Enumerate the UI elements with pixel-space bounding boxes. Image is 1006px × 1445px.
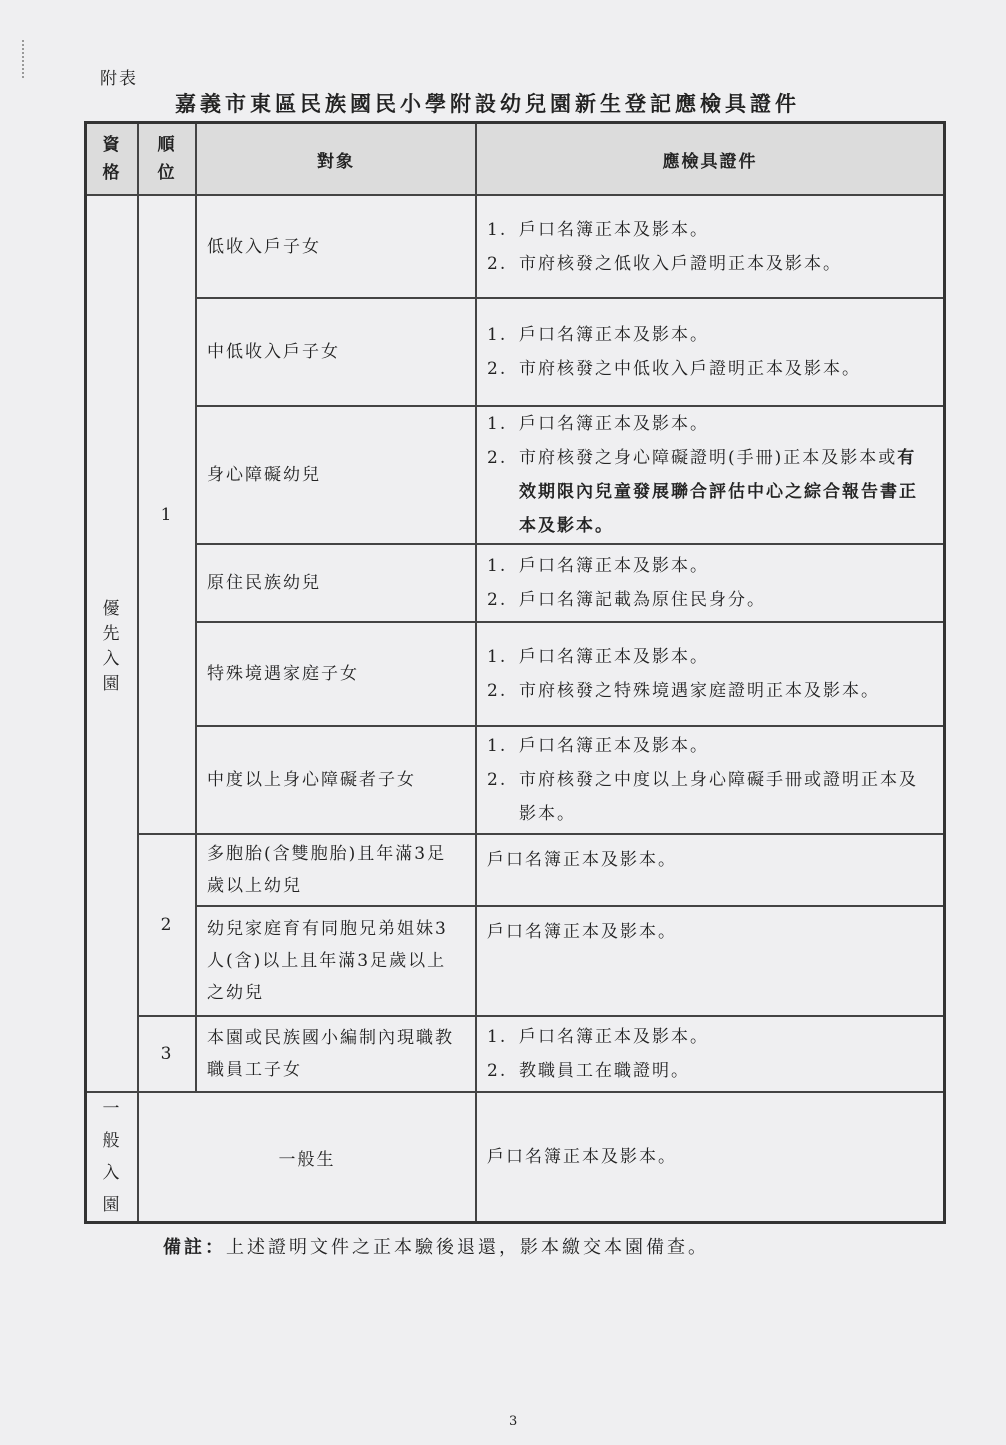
page-number: 3 [509, 1414, 518, 1429]
docs-staff-children: 1. 戶口名簿正本及影本。 2. 教職員工在職證明。 [476, 1016, 945, 1092]
header-qualification: 資格 [86, 123, 139, 196]
order-3: 3 [138, 1016, 196, 1092]
target-multiple-birth: 多胞胎(含雙胞胎)且年滿3足歲以上幼兒 [196, 834, 476, 906]
header-order: 順位 [138, 123, 196, 196]
priority-label: 優先入園 [86, 195, 139, 1092]
table-row [86, 406, 945, 544]
docs-special-hardship: 1. 戶口名簿正本及影本。 2. 市府核發之特殊境遇家庭證明正本及影本。 [476, 622, 945, 726]
target-low-income: 低收入戶子女 [196, 195, 476, 298]
table-row [86, 544, 945, 622]
table-row [86, 906, 945, 1016]
general-label: 一般入園 [86, 1092, 139, 1223]
order-2: 2 [138, 834, 196, 1016]
remark-text: 上述證明文件之正本驗後退還，影本繳交本園備查。 [226, 1237, 709, 1258]
target-staff-children: 本園或民族國小編制內現職教職員工子女 [196, 1016, 476, 1092]
target-mid-low-income: 中低收入戶子女 [196, 298, 476, 406]
header-documents: 應檢具證件 [476, 123, 945, 196]
target-disabled-child: 身心障礙幼兒 [196, 406, 476, 544]
docs-disabled-parent: 1. 戶口名簿正本及影本。 2. 市府核發之中度以上身心障礙手冊或證明正本及影本。 [476, 726, 945, 834]
table-row [86, 298, 945, 406]
target-special-hardship: 特殊境遇家庭子女 [196, 622, 476, 726]
docs-disabled-child: 1. 戶口名簿正本及影本。 2. 市府核發之身心障礙證明(手冊)正本及影本或有效期限內兒童發展聯合評估中心之綜合報告書正本及影本。 [476, 406, 945, 544]
annex-label: 附表 [100, 69, 138, 89]
docs-mid-low-income: 1. 戶口名簿正本及影本。 2. 市府核發之中低收入戶證明正本及影本。 [476, 298, 945, 406]
table-row [86, 622, 945, 726]
table-header-row [86, 123, 945, 196]
target-three-siblings: 幼兒家庭育有同胞兄弟姐妹3人(含)以上且年滿3足歲以上之幼兒 [196, 906, 476, 1016]
docs-general: 戶口名簿正本及影本。 [476, 1092, 945, 1223]
header-target: 對象 [196, 123, 476, 196]
docs-three-siblings: 戶口名簿正本及影本。 [476, 906, 945, 1016]
remark-label: 備註： [163, 1237, 226, 1258]
docs-multiple-birth: 戶口名簿正本及影本。 [476, 834, 945, 906]
target-indigenous: 原住民族幼兒 [196, 544, 476, 622]
table-row [86, 1016, 945, 1092]
docs-indigenous: 1. 戶口名簿正本及影本。 2. 戶口名簿記載為原住民身分。 [476, 544, 945, 622]
document-title: 嘉義市東區民族國民小學附設幼兒園新生登記應檢具證件 [175, 91, 800, 116]
binding-mark [22, 40, 26, 78]
table-row [86, 1092, 945, 1223]
table-row [86, 834, 945, 906]
docs-low-income: 1. 戶口名簿正本及影本。 2. 市府核發之低收入戶證明正本及影本。 [476, 195, 945, 298]
table-row [86, 195, 945, 298]
registration-documents-table [84, 121, 946, 1224]
remark [163, 1233, 709, 1259]
table-row [86, 726, 945, 834]
order-1: 1 [138, 195, 196, 834]
target-general: 一般生 [138, 1092, 476, 1223]
target-disabled-parent: 中度以上身心障礙者子女 [196, 726, 476, 834]
